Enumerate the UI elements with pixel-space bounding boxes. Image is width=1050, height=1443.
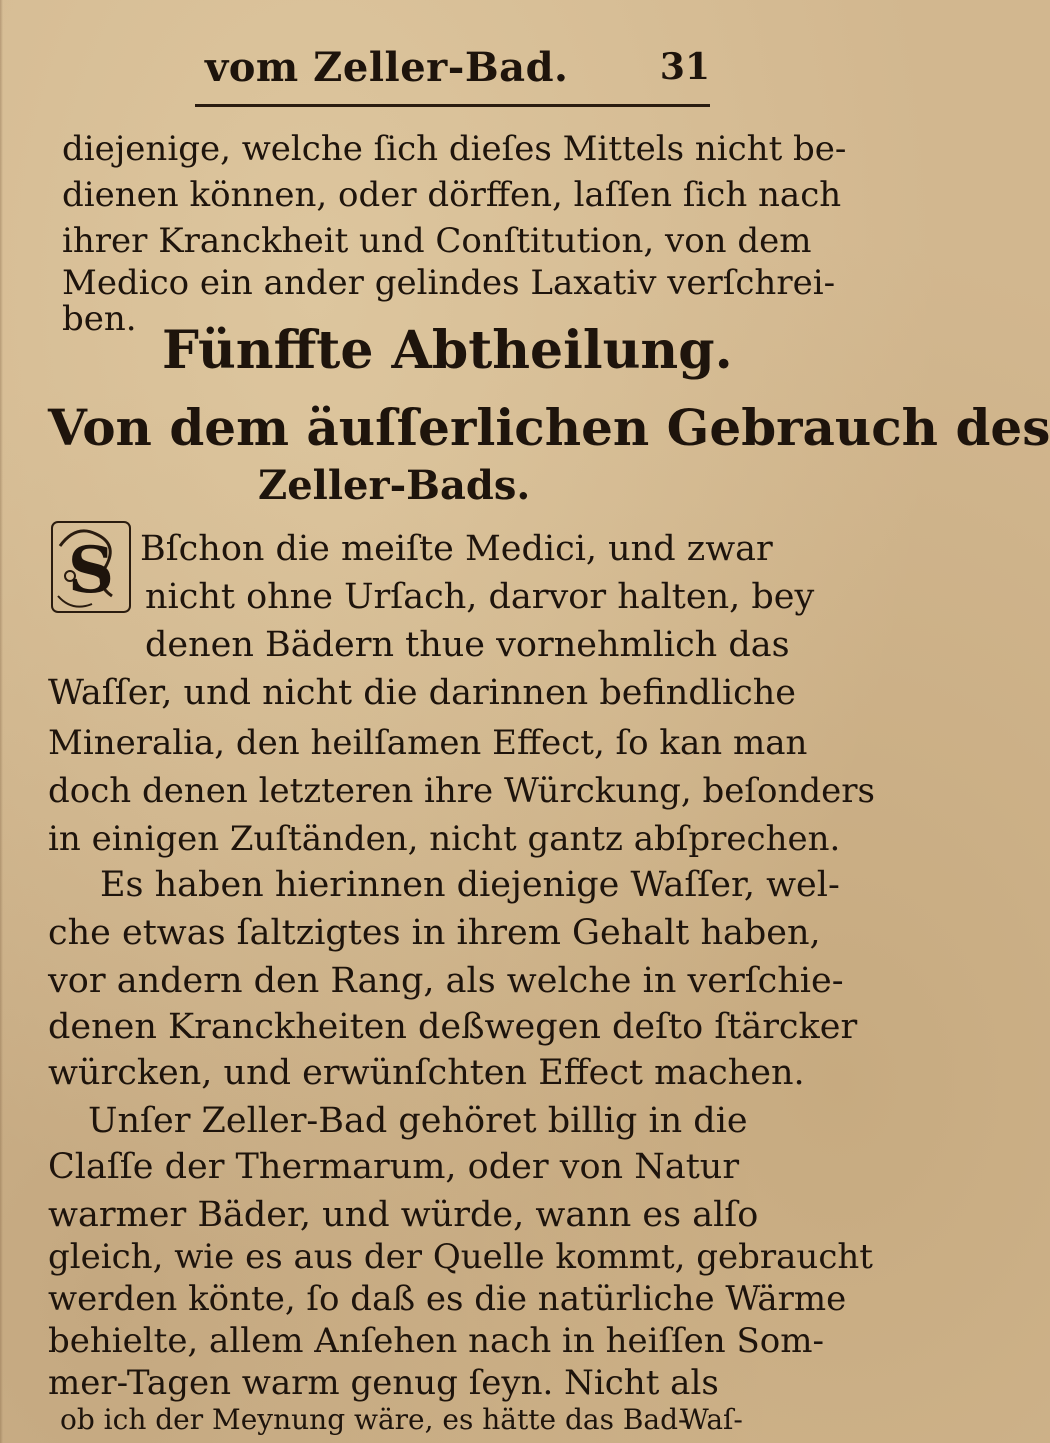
text-line: doch denen letzteren ihre Würckung, beſonders	[48, 771, 875, 811]
running-head: vom Zeller-Bad.	[205, 44, 569, 91]
header-rule	[195, 104, 710, 107]
catchword: Waſ-	[680, 1403, 743, 1436]
text-line: Unſer Zeller-Bad gehöret billig in die	[88, 1101, 748, 1141]
ornamental-initial-icon	[48, 516, 134, 620]
text-line: vor andern den Rang, als welche in verſchie-	[48, 961, 844, 1001]
text-line: behielte, allem Anſehen nach in heiſſen Som-	[48, 1321, 824, 1361]
drop-cap-initial	[48, 516, 134, 620]
page-number: 31	[659, 46, 710, 88]
text-line: Bſchon die meiſte Medici, und zwar	[140, 529, 773, 569]
text-line: Es haben hierinnen diejenige Waſſer, wel-	[100, 865, 840, 905]
text-line: warmer Bäder, und würde, wann es alſo	[48, 1195, 759, 1235]
page-header	[205, 44, 710, 100]
text-line: che etwas ſaltzigtes in ihrem Gehalt haben,	[48, 913, 821, 953]
text-line: mer-Tagen warm genug ſeyn. Nicht als	[48, 1363, 719, 1403]
text-line: gleich, wie es aus der Quelle kommt, gebraucht	[48, 1237, 873, 1277]
text-line: Medico ein ander gelindes Laxativ verſchrei-	[62, 263, 836, 303]
text-line: dienen können, oder dörffen, laſſen ſich nach	[62, 175, 842, 215]
text-line: werden könte, ſo daß es die natürliche Wärme	[48, 1279, 847, 1319]
text-line: diejenige, welche ſich dieſes Mittels nicht be-	[62, 129, 847, 169]
text-line: denen Bädern thue vornehmlich das	[145, 625, 790, 665]
text-line: Mineralia, den heilſamen Effect, ſo kan man	[48, 723, 808, 763]
section-subtitle: Von dem äuſſerlichen Gebrauch des	[48, 398, 1050, 457]
text-line: ob ich der Meynung wäre, es hätte das Bad-	[60, 1403, 688, 1436]
text-line: nicht ohne Urſach, darvor halten, bey	[145, 577, 815, 617]
svg-text:S: S	[67, 533, 115, 608]
page-fold-shadow	[0, 0, 3, 1443]
text-line: Claſſe der Thermarum, oder von Natur	[48, 1147, 740, 1187]
section-title: Fünffte Abtheilung.	[162, 320, 733, 381]
text-line: ben.	[62, 299, 137, 339]
text-line: Waſſer, und nicht die darinnen befindliche	[48, 673, 796, 713]
section-subtitle-continued: Zeller-Bads.	[258, 462, 531, 509]
text-line: in einigen Zuſtänden, nicht gantz abſprechen.	[48, 819, 841, 859]
text-line: denen Kranckheiten deßwegen deſto ſtärcker	[48, 1007, 858, 1047]
text-line: ihrer Kranckheit und Conſtitution, von dem	[62, 221, 812, 261]
text-line: würcken, und erwünſchten Effect machen.	[48, 1053, 805, 1093]
